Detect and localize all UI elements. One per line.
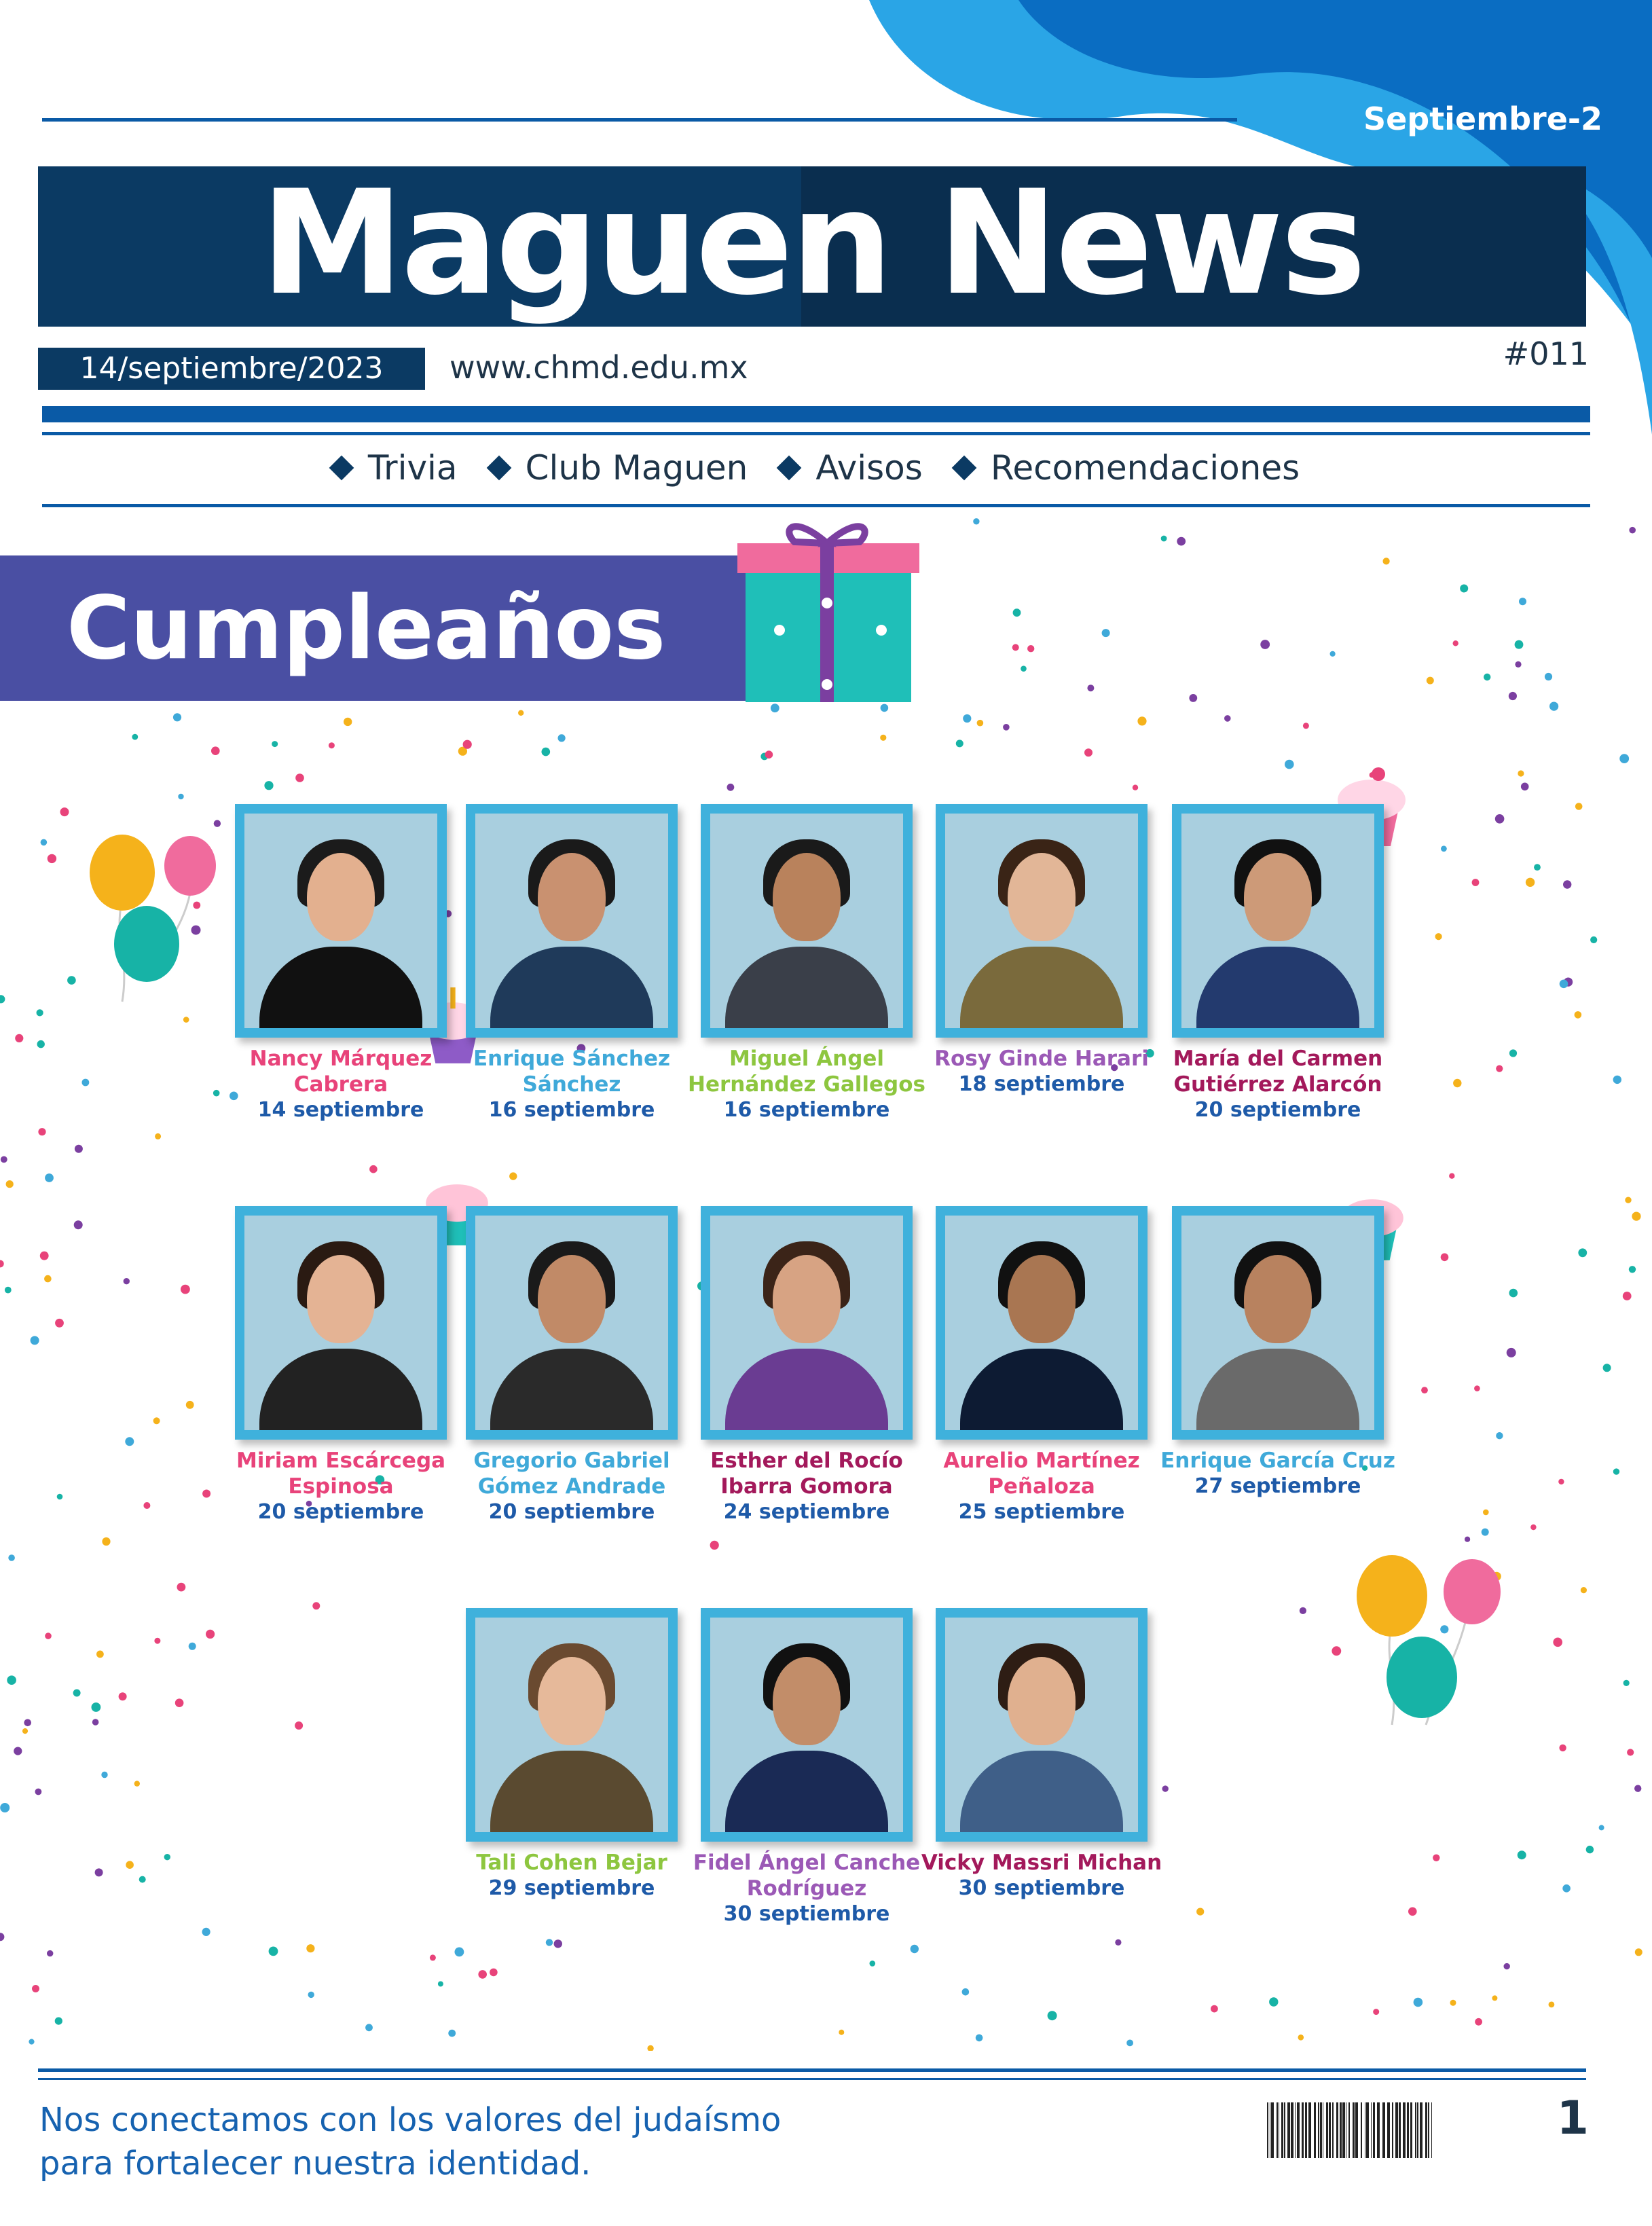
birthday-card — [688, 804, 925, 1123]
nav-item-label: Trivia — [367, 448, 458, 488]
diamond-bullet-icon — [777, 456, 802, 481]
barcode-icon — [1267, 2102, 1435, 2158]
nav-item-label: Recomendaciones — [990, 448, 1300, 488]
birthday-card — [1160, 1206, 1395, 1499]
portrait-photo — [244, 814, 437, 1028]
photo-frame — [936, 1608, 1148, 1842]
birthday-card — [1172, 804, 1384, 1123]
diamond-bullet-icon — [486, 456, 511, 481]
website-link[interactable]: www.chmd.edu.mx — [449, 349, 748, 386]
section-nav — [42, 448, 1590, 488]
birthday-name: Miriam Escárcega Espinosa — [236, 1448, 446, 1499]
nav-item-label: Club Maguen — [525, 448, 748, 488]
nav-item-club-maguen[interactable] — [490, 448, 748, 488]
photo-frame — [235, 1206, 447, 1440]
nav-item-avisos[interactable] — [780, 448, 922, 488]
photo-frame — [701, 1206, 913, 1440]
portrait-photo — [475, 814, 668, 1028]
balloons-icon — [81, 825, 231, 1049]
birthday-name: Enrique García Cruz — [1160, 1448, 1395, 1473]
birthday-name: Fidel Ángel Canche Rodríguez — [693, 1850, 921, 1901]
birthday-date: 30 septiembre — [723, 1902, 890, 1926]
portrait-photo — [710, 1216, 903, 1430]
diamond-bullet-icon — [329, 456, 354, 481]
portrait-photo — [945, 1216, 1138, 1430]
birthday-card — [466, 1608, 678, 1901]
section-title: Cumpleaños — [67, 578, 666, 679]
masthead-title-part2: News — [937, 159, 1364, 327]
nav-item-label: Avisos — [815, 448, 923, 488]
birthday-card — [936, 804, 1148, 1097]
birthday-card — [466, 804, 678, 1123]
portrait-photo — [710, 814, 903, 1028]
birthday-date: 16 septiembre — [488, 1098, 655, 1122]
balloons-icon — [1351, 1548, 1507, 1772]
footer-slogan — [39, 2098, 990, 2185]
birthday-name: Gregorio Gabriel Gómez Andrade — [473, 1448, 670, 1499]
issue-date: 14/septiembre/2023 — [38, 348, 425, 390]
birthday-name: Tali Cohen Bejar — [476, 1850, 667, 1875]
footer-slogan-line2: para fortalecer nuestra identidad. — [39, 2145, 591, 2183]
birthday-card — [701, 1206, 913, 1525]
birthday-name: Rosy Ginde Harari — [934, 1046, 1149, 1071]
birthday-date: 30 septiembre — [958, 1876, 1125, 1900]
gift-icon — [733, 501, 923, 705]
photo-frame — [701, 1608, 913, 1842]
issue-number: #011 — [1503, 335, 1589, 372]
nav-item-recomendaciones[interactable] — [955, 448, 1300, 488]
birthday-name: Nancy Márquez Cabrera — [249, 1046, 433, 1097]
birthday-date: 20 septiembre — [488, 1500, 655, 1524]
portrait-photo — [244, 1216, 437, 1430]
portrait-photo — [475, 1618, 668, 1832]
birthday-date: 25 septiembre — [958, 1500, 1125, 1524]
photo-frame — [235, 804, 447, 1038]
portrait-photo — [1181, 814, 1374, 1028]
birthday-date: 16 septiembre — [723, 1098, 890, 1122]
birthday-date: 18 septiembre — [958, 1072, 1125, 1096]
birthday-name: Aurelio Martínez Peñaloza — [943, 1448, 1140, 1499]
edition-label: Septiembre-2 — [1363, 101, 1602, 137]
nav-top-rule — [42, 432, 1590, 435]
photo-frame — [1172, 1206, 1384, 1440]
footer-rule-thin — [38, 2078, 1586, 2080]
birthday-date: 20 septiembre — [257, 1500, 424, 1524]
photo-frame — [936, 1206, 1148, 1440]
birthday-date: 14 septiembre — [257, 1098, 424, 1122]
birthday-date: 27 septiembre — [1194, 1474, 1361, 1498]
birthday-card — [921, 1608, 1162, 1901]
portrait-photo — [475, 1216, 668, 1430]
birthday-card — [693, 1608, 921, 1927]
footer-rule — [38, 2068, 1586, 2072]
masthead-title — [38, 159, 1586, 327]
birthday-name: Esther del Rocío Ibarra Gomora — [710, 1448, 903, 1499]
birthday-date: 24 septiembre — [723, 1500, 890, 1524]
birthday-card — [235, 804, 447, 1123]
birthday-name: María del Carmen Gutiérrez Alarcón — [1173, 1046, 1383, 1097]
birthday-name: Enrique Sánchez Sánchez — [473, 1046, 671, 1097]
masthead-title-part1: Maguen — [260, 159, 891, 327]
photo-frame — [701, 804, 913, 1038]
nav-item-trivia[interactable] — [333, 448, 458, 488]
photo-frame — [466, 804, 678, 1038]
photo-frame — [466, 1206, 678, 1440]
portrait-photo — [945, 1618, 1138, 1832]
birthday-name: Miguel Ángel Hernández Gallegos — [688, 1046, 925, 1097]
page-number: 1 — [1556, 2092, 1589, 2145]
birthday-card — [235, 1206, 447, 1525]
diamond-bullet-icon — [951, 456, 976, 481]
portrait-photo — [945, 814, 1138, 1028]
birthday-card — [936, 1206, 1148, 1525]
photo-frame — [936, 804, 1148, 1038]
birthday-date: 29 septiembre — [488, 1876, 655, 1900]
birthday-date: 20 septiembre — [1194, 1098, 1361, 1122]
photo-frame — [1172, 804, 1384, 1038]
footer-slogan-line1: Nos conectamos con los valores del judaísmo — [39, 2101, 782, 2139]
header-thick-rule — [42, 406, 1590, 422]
birthday-card — [466, 1206, 678, 1525]
top-rule — [42, 118, 1237, 122]
portrait-photo — [1181, 1216, 1374, 1430]
portrait-photo — [710, 1618, 903, 1832]
birthday-name: Vicky Massri Michan — [921, 1850, 1162, 1875]
photo-frame — [466, 1608, 678, 1842]
